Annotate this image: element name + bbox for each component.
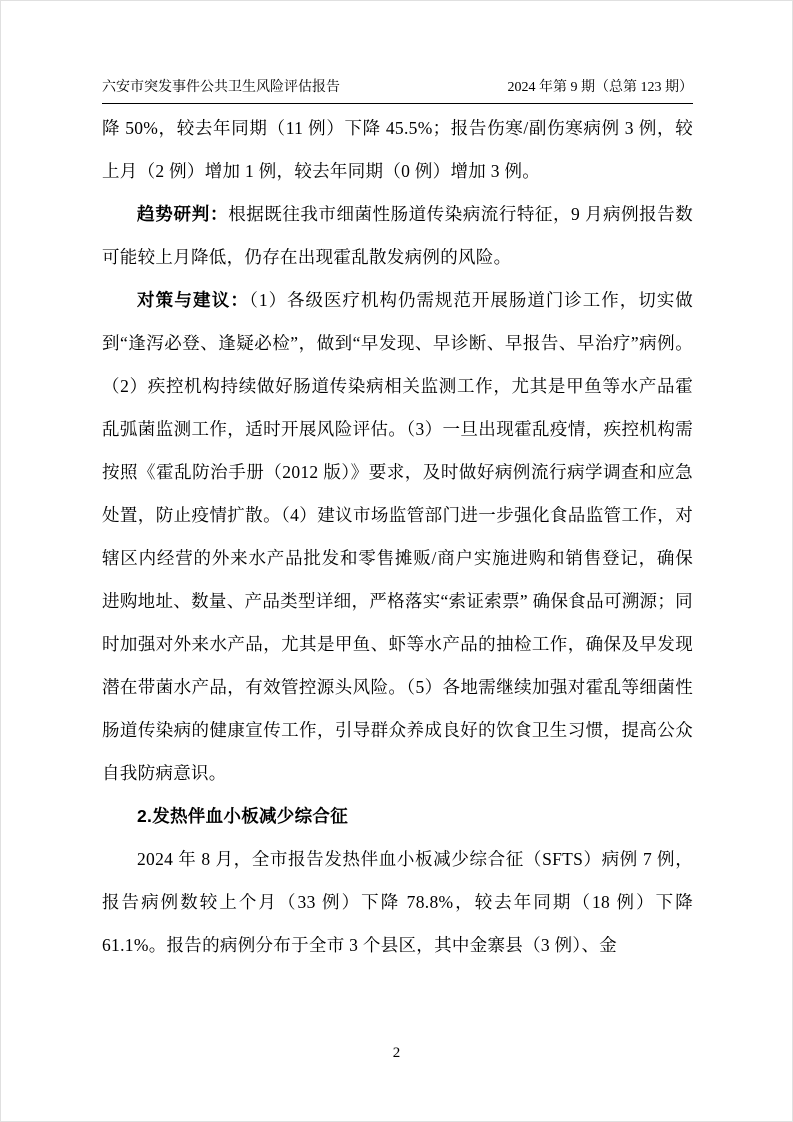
countermeasures-text: （1）各级医疗机构仍需规范开展肠道门诊工作，切实做到“逢泻必登、逢疑必检”，做到“早发现、早诊断、早报告、早治疗”病例。（2）疾控机构持续做好肠道传染病相关监测工作，尤其是甲鱼等水产品霍乱弧菌监测工作，适时开展风险评估。（3）一旦出现霍乱疫情，疾控机构需按照《霍乱防治手册（2012 版）》要求，及时做好病例流行病学调查和应急处置，防止疫情扩散。（4）建议市场监管部门进一步强化食品监管工作，对辖区内经营的外来水产品批发和零售摊贩/商户实施进购和销售登记，确保进购地址、数量、产品类型详细，严格落实“索证索票” 确保食品可溯源；同时加强对外来水产品，尤其是甲鱼、虾等水产品的抽检工作，确保及早发现潜在带菌水产品，有效管控源头风险。（5）各地需继续加强对霍乱等细菌性肠道传染病的健康宣传工作，引导群众养成良好的饮食卫生习惯，提高公众自我防病意识。 (102, 290, 694, 783)
header-report-title: 六安市突发事件公共卫生风险评估报告 (102, 80, 340, 95)
section-heading-sfts: 2.发热伴血小板减少综合征 (137, 806, 348, 826)
paragraph-trend-analysis (102, 193, 693, 279)
trend-analysis-label: 趋势研判： (137, 204, 229, 224)
header-issue-number: 2024 年第 9 期（总第 123 期） (507, 80, 693, 95)
trend-analysis-text: 根据既往我市细菌性肠道传染病流行特征，9 月病例报告数可能较上月降低，仍存在出现霍乱散发病例的风险。 (102, 204, 693, 267)
page-number: 2 (392, 1045, 401, 1061)
document-body (102, 107, 693, 967)
paragraph-countermeasures (102, 279, 693, 795)
page-header (102, 77, 693, 104)
countermeasures-label: 对策与建议： (137, 290, 250, 310)
paragraph-continuation: 降 50%，较去年同期（11 例）下降 45.5%；报告伤寒/副伤寒病例 3 例，较上月（2 例）增加 1 例，较去年同期（0 例）增加 3 例。 (102, 118, 693, 181)
page-footer (1, 1043, 792, 1063)
paragraph-sfts: 2024 年 8 月，全市报告发热伴血小板减少综合征（SFTS）病例 7 例，报告病例数较上个月（33 例）下降 78.8%，较去年同期（18 例）下降 61.1%。报告的病例分布于全市 3 个县区，其中金寨县（3 例）、金 (102, 849, 693, 955)
